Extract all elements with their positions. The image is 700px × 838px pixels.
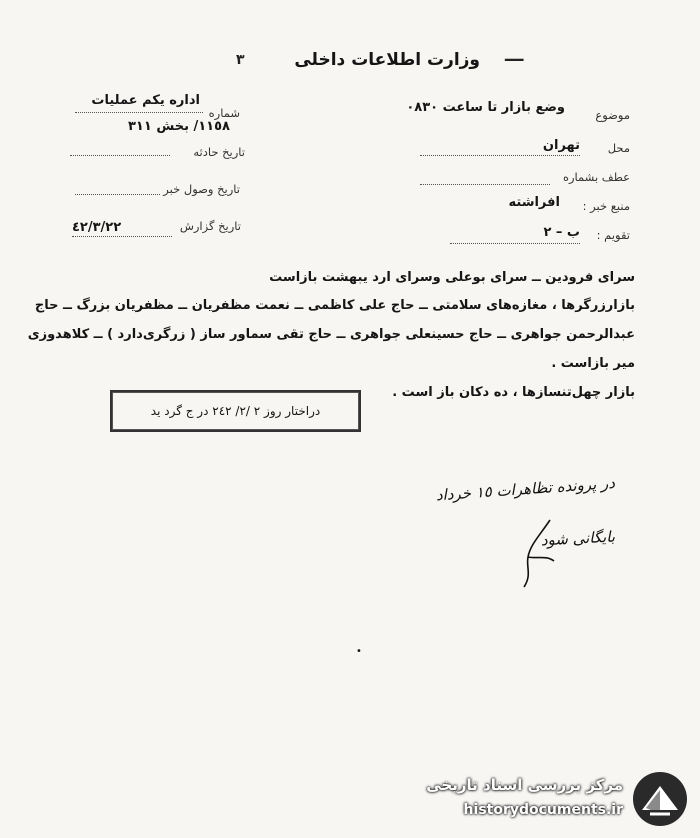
number-value: ١١٥٨/ بخش ٣١١: [128, 119, 230, 134]
corner-mark-number: ٣: [236, 52, 245, 68]
report-date-dots: [72, 236, 172, 237]
receipt-date-label: تاریخ وصول خبر: [163, 182, 240, 196]
ministry-title: وزارت اطلاعات داخلی: [294, 50, 480, 70]
report-date-label: تاریخ گزارش: [179, 219, 241, 233]
watermark-name: مرکز بررسی اسناد تاریخی: [426, 776, 623, 794]
stamp-text: دراختار روز ٢ /٢/ ٢٤٢ در ج گرد ید: [150, 404, 321, 418]
footer-dot: •: [356, 646, 362, 657]
body-line-2: بازارزرگرها ، مغازه‌های سلامتی ــ حاج علی کاظمی ــ نعمت مظفریان ــ مظفریان بزرگ ــ حاج: [34, 298, 635, 313]
body-line-5: بازار چهل‌تنسازها ، ده دکان باز است .: [392, 385, 635, 400]
receipt-date-dots: [75, 194, 160, 195]
body-line-4: میر بازاست .: [551, 356, 635, 371]
handwritten-note: در پرونده تظاهرات ١٥ خرداد: [435, 473, 616, 505]
book-logo-icon: [630, 770, 690, 828]
incident-date-dots: [70, 155, 170, 156]
reference-dots: [420, 184, 550, 185]
incident-date-label: تاریخ حادثه: [193, 145, 245, 159]
watermark: [405, 768, 695, 830]
watermark-url: historydocuments.ir: [463, 802, 623, 818]
handwritten-archive-note: بایگانی شود: [540, 527, 616, 550]
source-label: منبع خبر :: [582, 199, 630, 213]
corner-mark-dash: ـــ: [505, 45, 524, 66]
subject-label: موضوع: [595, 108, 630, 122]
place-dots: [420, 155, 580, 156]
assessment-value: ب – ٢: [543, 225, 580, 240]
place-label: محل: [607, 141, 630, 155]
registration-stamp: [110, 390, 361, 432]
number-label: شماره: [208, 106, 240, 120]
handwritten-signature: [510, 515, 570, 595]
reference-label: عطف بشماره: [562, 170, 630, 184]
assessment-dots: [450, 243, 580, 244]
report-date-value: ٤٢/٣/٢٢: [72, 220, 122, 235]
body-line-1: سرای فرودین ــ سرای بوعلی وسرای ارد یبهشت بازاست: [269, 270, 635, 285]
source-value: افراشته: [508, 195, 560, 210]
subject-value: وضع بازار تا ساعت ٠٨٣٠: [406, 100, 565, 115]
assessment-label: تقویم :: [596, 228, 630, 242]
office-underline: [75, 112, 203, 113]
body-line-3: عبدالرحمن جواهری ــ حاج حسینعلی جواهری ــ حاج تقی سماور ساز ( زرگری‌دارد ) ــ کلاهدوزی: [27, 327, 635, 342]
office-name: اداره یکم عملیات: [91, 93, 200, 108]
place-value: تهران: [542, 138, 580, 153]
